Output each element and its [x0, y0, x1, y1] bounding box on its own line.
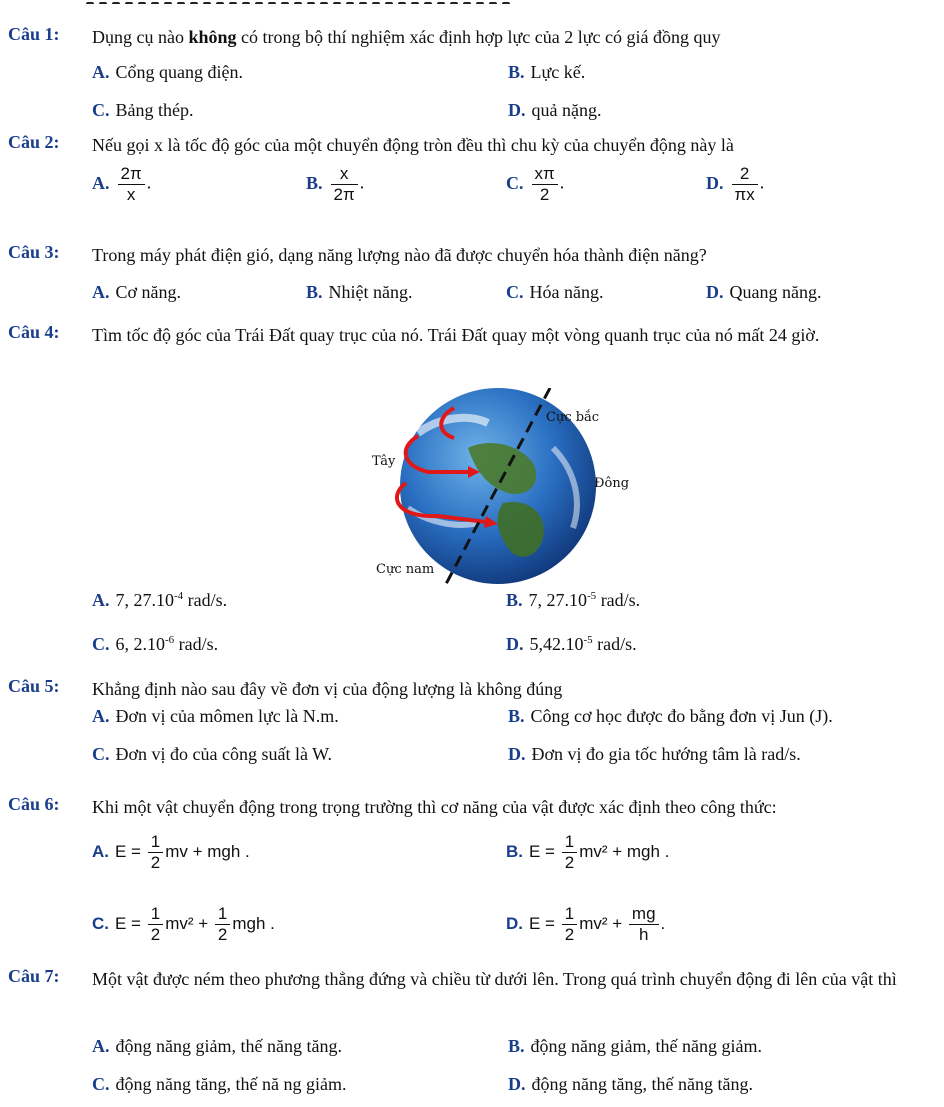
q2-option-b[interactable]: B. $\frac{x}{2\pi}$ . [306, 164, 365, 204]
q5-option-c[interactable]: C. Đơn vị đo của công suất là W. [92, 744, 332, 764]
west-label: Tây [372, 454, 396, 469]
q3-option-d[interactable]: D. Quang năng. [706, 282, 822, 302]
q2-option-c[interactable]: C. $\frac{x\pi}{2}$ . [506, 164, 565, 204]
q1-option-b[interactable]: B. Lực kế. [508, 62, 586, 82]
cropped-header-fragment [86, 0, 516, 4]
question-3-number: Câu 3: [8, 242, 60, 262]
question-1-number: Câu 1: [8, 24, 60, 44]
question-6-number: Câu 6: [8, 794, 60, 814]
q6-option-a[interactable]: A. E = $\frac{1}{2}$ mv + mgh . [92, 832, 250, 872]
question-5-number: Câu 5: [8, 676, 60, 696]
q5-option-d[interactable]: D. Đơn vị đo gia tốc hướng tâm là rad/s. [508, 744, 801, 764]
q3-option-b[interactable]: B. Nhiệt năng. [306, 282, 413, 302]
q4-option-d[interactable]: D. $5,42.10^{-5}$ rad/s. [506, 634, 637, 654]
south-pole-label: Cực nam [376, 562, 435, 577]
question-4-number: Câu 4: [8, 322, 60, 342]
q2-option-a[interactable]: A. $\frac{2\pi}{x}$ . [92, 164, 152, 204]
q4-option-b[interactable]: B. 7, $27.10^{-5}$ rad/s. [506, 590, 641, 610]
q1-option-d[interactable]: D. quả nặng. [508, 100, 602, 120]
question-1-text: Dụng cụ nào không có trong bộ thí nghiệm xác định hợp lực của 2 lực có giá đồng quy [92, 27, 721, 47]
q4-option-c[interactable]: C. 6, $2.10^{-6}$ rad/s. [92, 634, 219, 654]
q1-option-a[interactable]: A. Cổng quang điện. [92, 62, 243, 82]
q6-option-d[interactable]: D. E = $\frac{1}{2}$ mv² + $\frac{mg}{h}$ . [506, 904, 666, 944]
question-4-text: Tìm tốc độ góc của Trái Đất quay trục của nó. Trái Đất quay một vòng quanh trục của nó mất 24 giờ. [92, 325, 820, 345]
q7-option-d[interactable]: D. động năng tăng, thế năng tăng. [508, 1074, 753, 1094]
q6-option-c[interactable]: C. E = $\frac{1}{2}$ mv² + $\frac{1}{2}$ mgh . [92, 904, 275, 944]
q7-option-a[interactable]: A. động năng giảm, thế năng tăng. [92, 1036, 342, 1056]
q4-option-a[interactable]: A. 7, $27.10^{-4}$ rad/s. [92, 590, 228, 610]
east-label: Đông [594, 476, 630, 491]
question-7-text: Một vật được ném theo phương thẳng đứng và chiều từ dưới lên. Trong quá trình chuyển động đi lên của vật thì [92, 969, 897, 989]
question-2-text: Nếu gọi x là tốc độ góc của một chuyển động tròn đều thì chu kỳ của chuyển động này là [92, 135, 734, 155]
question-2-number: Câu 2: [8, 132, 60, 152]
q1-option-c[interactable]: C. Bảng thép. [92, 100, 194, 120]
question-3-text: Trong máy phát điện gió, dạng năng lượng nào đã được chuyển hóa thành điện năng? [92, 245, 707, 265]
earth-rotation-figure [358, 388, 633, 588]
q3-option-a[interactable]: A. Cơ năng. [92, 282, 182, 302]
q7-option-c[interactable]: C. động năng tăng, thế nă ng giảm. [92, 1074, 347, 1094]
q3-option-c[interactable]: C. Hóa năng. [506, 282, 604, 302]
q2-option-d[interactable]: D. $\frac{2}{\pi x}$ . [706, 164, 765, 204]
north-pole-label: Cực bắc [546, 410, 600, 425]
question-5-text: Khẳng định nào sau đây về đơn vị của động lượng là không đúng [92, 679, 563, 699]
q5-option-b[interactable]: B. Công cơ học được đo bằng đơn vị Jun (J). [508, 706, 833, 726]
q6-option-b[interactable]: B. E = $\frac{1}{2}$ mv² + mgh . [506, 832, 670, 872]
q7-option-b[interactable]: B. động năng giảm, thế năng giảm. [508, 1036, 762, 1056]
question-6-text: Khi một vật chuyển động trong trọng trường thì cơ năng của vật được xác định theo công thức: [92, 797, 777, 817]
question-7-number: Câu 7: [8, 966, 60, 986]
q5-option-a[interactable]: A. Đơn vị của mômen lực là N.m. [92, 706, 339, 726]
